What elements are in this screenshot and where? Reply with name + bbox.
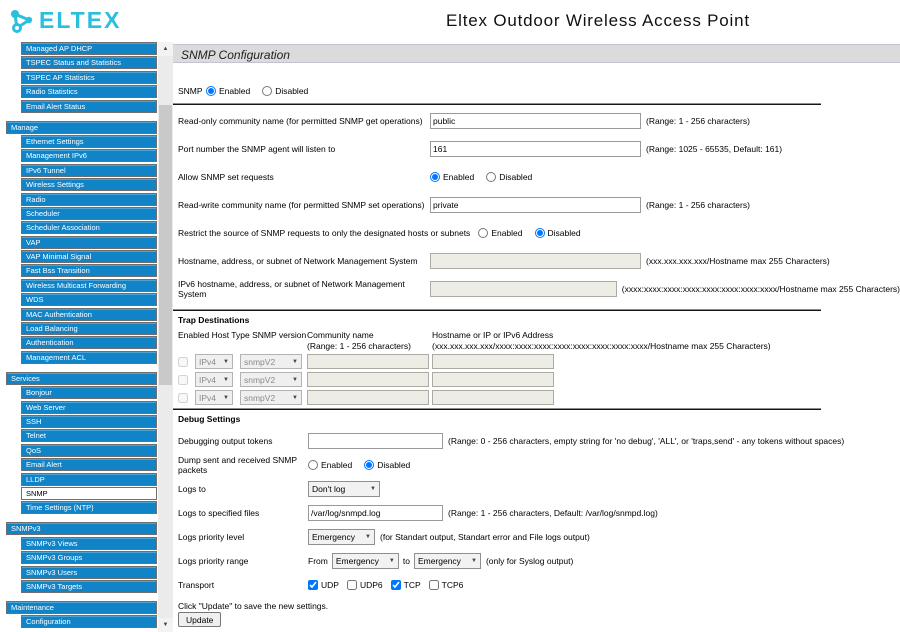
sidebar-item-mac-authentication[interactable]: MAC Authentication [21, 308, 157, 321]
chevron-down-icon: ▼ [388, 558, 395, 564]
trap-hostname-input[interactable] [432, 354, 554, 369]
sidebar-item-snmp[interactable]: SNMP [21, 487, 157, 500]
transport-tcp6-label: TCP6 [441, 580, 464, 590]
logs-to-value: Don't log [312, 484, 346, 494]
sidebar-section-maintenance[interactable]: Maintenance [6, 601, 157, 614]
snmp-disabled-radio[interactable] [262, 86, 272, 96]
sidebar-item-lldp[interactable]: LLDP [21, 473, 157, 486]
dump-packets-label: Dump sent and received SNMP packets [178, 455, 297, 475]
chevron-down-icon: ▼ [223, 376, 229, 383]
allow-set-enabled-radio[interactable] [430, 172, 440, 182]
sidebar-item-qos[interactable]: QoS [21, 444, 157, 457]
sidebar-item-bonjour[interactable]: Bonjour [21, 386, 157, 399]
trap-hostname-input[interactable] [432, 390, 554, 405]
allow-set-enabled-label: Enabled [443, 172, 475, 182]
sidebar-item-ssh[interactable]: SSH [21, 415, 157, 428]
read-write-community-row [178, 197, 900, 213]
port-input[interactable] [430, 141, 641, 157]
sidebar-item-email-alert[interactable]: Email Alert [21, 458, 157, 471]
dump-disabled-radio[interactable] [364, 460, 374, 470]
transport-row [178, 577, 900, 593]
sidebar-item-wds[interactable]: WDS [21, 293, 157, 306]
chevron-down-icon: ▼ [365, 534, 371, 540]
allow-set-row [178, 169, 900, 185]
trap-snmp-version-select[interactable] [240, 372, 302, 387]
sidebar [0, 42, 173, 632]
sidebar-item-management-ipv6[interactable]: Management IPv6 [21, 149, 157, 162]
restrict-enabled-label: Enabled [491, 228, 523, 238]
nms-hostname-hint: (xxx.xxx.xxx.xxx/Hostname max 255 Characters) [646, 256, 830, 266]
sidebar-nav [0, 42, 158, 630]
sidebar-section-manage[interactable]: Manage [6, 121, 157, 134]
sidebar-item-wireless-settings[interactable]: Wireless Settings [21, 178, 157, 191]
sidebar-item-email-alert-status[interactable]: Email Alert Status [21, 100, 157, 113]
trap-snmp-version-value: snmpV2 [244, 392, 276, 403]
trap-enabled-checkbox[interactable] [178, 375, 188, 385]
sidebar-item-snmpv3-views[interactable]: SNMPv3 Views [21, 537, 157, 550]
restrict-source-label: Restrict the source of SNMP requests to only the designated hosts or subnets [178, 228, 471, 238]
dump-enabled-radio[interactable] [308, 460, 318, 470]
sidebar-item-authentication[interactable]: Authentication [21, 336, 157, 349]
transport-tcp-label: TCP [403, 580, 421, 590]
allow-set-disabled-label: Disabled [499, 172, 533, 182]
scroll-down-arrow-icon[interactable]: ▼ [158, 618, 173, 632]
read-only-community-hint: (Range: 1 - 256 characters) [646, 116, 750, 126]
transport-label: Transport [178, 580, 215, 590]
priority-range-to-select[interactable] [414, 553, 481, 569]
sidebar-item-radio[interactable]: Radio [21, 193, 157, 206]
snmp-label: SNMP [178, 86, 203, 96]
trap-hostname-input[interactable] [432, 372, 554, 387]
section-divider [173, 408, 821, 410]
trap-snmp-version-value: snmpV2 [244, 356, 276, 367]
sidebar-item-tspec-ap-statistics[interactable]: TSPEC AP Statistics [21, 71, 157, 84]
debug-tokens-input[interactable] [308, 433, 443, 449]
nms-hostname-input[interactable] [430, 253, 641, 269]
transport-udp6-checkbox[interactable] [347, 580, 357, 590]
trap-destinations-header [178, 330, 900, 352]
snmp-disabled-label: Disabled [275, 86, 309, 96]
eltex-logo [8, 7, 121, 34]
chevron-down-icon: ▼ [223, 394, 229, 401]
trap-host-type-value: IPv4 [199, 374, 217, 385]
log-file-hint: (Range: 1 - 256 characters, Default: /var/log/snmpd.log) [448, 508, 658, 518]
sidebar-item-managed-ap-dhcp[interactable]: Managed AP DHCP [21, 42, 157, 55]
nms-hostname-ipv6-label: IPv6 hostname, address, or subnet of Network Management System [178, 279, 405, 299]
logs-to-row [178, 481, 900, 497]
sidebar-section-snmpv3[interactable]: SNMPv3 [6, 522, 157, 535]
trap-enabled-checkbox[interactable] [178, 393, 188, 403]
log-file-input[interactable] [308, 505, 443, 521]
restrict-source-row [178, 225, 900, 241]
snmp-enable-row [178, 84, 900, 98]
trap-community-input[interactable] [307, 372, 429, 387]
sidebar-item-snmpv3-groups[interactable]: SNMPv3 Groups [21, 551, 157, 564]
scroll-up-arrow-icon[interactable]: ▲ [158, 42, 173, 56]
transport-tcp6-checkbox[interactable] [429, 580, 439, 590]
sidebar-item-snmpv3-targets[interactable]: SNMPv3 Targets [21, 580, 157, 593]
read-write-community-input[interactable] [430, 197, 641, 213]
restrict-disabled-label: Disabled [547, 228, 581, 238]
priority-level-hint: (for Standart output, Standart error and File logs output) [380, 532, 590, 542]
priority-range-row [178, 553, 900, 569]
trap-col-hostname-hint: (xxx.xxx.xxx.xxx/xxxx:xxxx:xxxx:xxxx:xxxx:xxxx:xxxx:xxxx/Hostname max 255 Characters) [432, 341, 771, 351]
trap-host-type-value: IPv4 [199, 356, 217, 367]
sidebar-section-services[interactable]: Services [6, 372, 157, 385]
debug-settings-title: Debug Settings [178, 414, 241, 424]
page-title: SNMP Configuration [173, 44, 900, 63]
priority-level-label: Logs priority level [178, 532, 245, 542]
priority-range-hint: (only for Syslog output) [485, 556, 574, 566]
sidebar-item-vap[interactable]: VAP [21, 236, 157, 249]
logs-to-label: Logs to [178, 484, 206, 494]
nms-hostname-row [178, 253, 900, 269]
trap-snmp-version-select[interactable] [240, 354, 302, 369]
sidebar-item-scheduler[interactable]: Scheduler [21, 207, 157, 220]
update-note: Click "Update" to save the new settings. [178, 601, 329, 611]
trap-destination-row [178, 390, 900, 405]
trap-col-hostname: Hostname or IP or IPv6 Address [432, 330, 554, 340]
sidebar-item-tspec-status-and-statistics[interactable]: TSPEC Status and Statistics [21, 56, 157, 69]
trap-destination-rows [178, 354, 900, 405]
port-row [178, 141, 900, 157]
read-write-community-label: Read-write community name (for permitted SNMP set operations) [178, 200, 425, 210]
snmp-enabled-label: Enabled [219, 86, 251, 96]
restrict-disabled-radio[interactable] [535, 228, 545, 238]
debug-tokens-row [178, 433, 900, 449]
trap-col-enabled: Enabled [178, 330, 210, 340]
priority-range-from-label: From [308, 556, 328, 566]
main-content [173, 63, 900, 627]
priority-range-label: Logs priority range [178, 556, 249, 566]
priority-level-row [178, 529, 900, 545]
trap-community-input[interactable] [307, 354, 429, 369]
log-file-row [178, 505, 900, 521]
sidebar-item-scheduler-association[interactable]: Scheduler Association [21, 221, 157, 234]
debug-tokens-label: Debugging output tokens [178, 436, 273, 446]
read-only-community-label: Read-only community name (for permitted SNMP get operations) [178, 116, 423, 126]
nms-hostname-label: Hostname, address, or subnet of Network Management System [178, 256, 418, 266]
trap-destinations-title: Trap Destinations [178, 315, 250, 325]
sidebar-item-ethernet-settings[interactable]: Ethernet Settings [21, 135, 157, 148]
chevron-down-icon: ▼ [370, 486, 376, 492]
nms-hostname-ipv6-row [178, 281, 900, 297]
sidebar-item-vap-minimal-signal[interactable]: VAP Minimal Signal [21, 250, 157, 263]
chevron-down-icon: ▼ [470, 558, 477, 564]
snmp-enabled-radio[interactable] [206, 86, 216, 96]
log-file-label: Logs to specified files [178, 508, 260, 518]
sidebar-item-snmpv3-users[interactable]: SNMPv3 Users [21, 566, 157, 579]
trap-destination-row [178, 372, 900, 387]
chevron-down-icon: ▼ [292, 358, 298, 365]
trap-enabled-checkbox[interactable] [178, 357, 188, 367]
sidebar-item-wireless-multicast-forwarding[interactable]: Wireless Multicast Forwarding [21, 279, 157, 292]
read-only-community-row [178, 113, 900, 129]
sidebar-item-telnet[interactable]: Telnet [21, 429, 157, 442]
debug-tokens-hint: (Range: 0 - 256 characters, empty string for 'no debug', 'ALL', or 'traps,send' - any tokens without spaces) [448, 436, 845, 446]
priority-range-to-label: to [402, 556, 410, 566]
transport-tcp-checkbox[interactable] [391, 580, 401, 590]
allow-set-disabled-radio[interactable] [486, 172, 496, 182]
port-hint: (Range: 1025 - 65535, Default: 161) [646, 144, 783, 154]
scrollbar-thumb[interactable] [159, 105, 172, 385]
trap-col-host-type: Host Type [211, 330, 250, 340]
dump-packets-row [178, 457, 900, 473]
read-write-community-hint: (Range: 1 - 256 characters) [646, 200, 750, 210]
priority-level-value: Emergency [312, 532, 355, 542]
priority-range-to-value: Emergency [417, 556, 461, 566]
sidebar-item-configuration[interactable]: Configuration [21, 615, 157, 628]
trap-host-type-value: IPv4 [199, 392, 217, 403]
app-title: Eltex Outdoor Wireless Access Point [446, 11, 750, 30]
trap-host-type-select[interactable] [195, 354, 233, 369]
eltex-molecule-icon [8, 7, 35, 34]
nms-hostname-ipv6-input[interactable] [430, 281, 617, 297]
sidebar-item-fast-bss-transition[interactable]: Fast Bss Transition [21, 264, 157, 277]
transport-udp-label: UDP [321, 580, 339, 590]
read-only-community-input[interactable] [430, 113, 641, 129]
port-label: Port number the SNMP agent will listen to [178, 144, 336, 154]
sidebar-item-ipv6-tunnel[interactable]: IPv6 Tunnel [21, 164, 157, 177]
logo-text: ELTEX [39, 7, 122, 33]
trap-snmp-version-value: snmpV2 [244, 374, 276, 385]
dump-enabled-label: Enabled [321, 460, 353, 470]
priority-range-from-select[interactable] [332, 553, 399, 569]
transport-udp6-label: UDP6 [359, 580, 383, 590]
trap-destination-row [178, 354, 900, 369]
sidebar-item-time-settings-ntp[interactable]: Time Settings (NTP) [21, 501, 157, 514]
trap-host-type-select[interactable] [195, 372, 233, 387]
sidebar-item-web-server[interactable]: Web Server [21, 401, 157, 414]
trap-col-community-hint: (Range: 1 - 256 characters) [307, 341, 411, 351]
sidebar-item-radio-statistics[interactable]: Radio Statistics [21, 85, 157, 98]
sidebar-item-management-acl[interactable]: Management ACL [21, 351, 157, 364]
trap-snmp-version-select[interactable] [240, 390, 302, 405]
dump-disabled-label: Disabled [377, 460, 411, 470]
sidebar-scrollbar[interactable] [158, 42, 173, 632]
restrict-enabled-radio[interactable] [478, 228, 488, 238]
update-button[interactable]: Update [178, 612, 221, 627]
logs-to-select[interactable] [308, 481, 380, 497]
allow-set-label: Allow SNMP set requests [178, 172, 274, 182]
trap-col-community: Community name [307, 330, 374, 340]
nms-hostname-ipv6-hint: (xxxx:xxxx:xxxx:xxxx:xxxx:xxxx:xxxx:xxxx/Hostname max 255 Characters) [621, 284, 900, 294]
chevron-down-icon: ▼ [292, 376, 298, 383]
chevron-down-icon: ▼ [223, 358, 229, 365]
chevron-down-icon: ▼ [292, 394, 298, 401]
trap-community-input[interactable] [307, 390, 429, 405]
sidebar-item-load-balancing[interactable]: Load Balancing [21, 322, 157, 335]
section-divider [173, 309, 821, 311]
priority-range-from-value: Emergency [335, 556, 379, 566]
trap-col-version: SNMP version [252, 330, 307, 340]
trap-host-type-select[interactable] [195, 390, 233, 405]
transport-udp-checkbox[interactable] [308, 580, 318, 590]
priority-level-select[interactable] [308, 529, 375, 545]
section-divider [173, 103, 821, 105]
